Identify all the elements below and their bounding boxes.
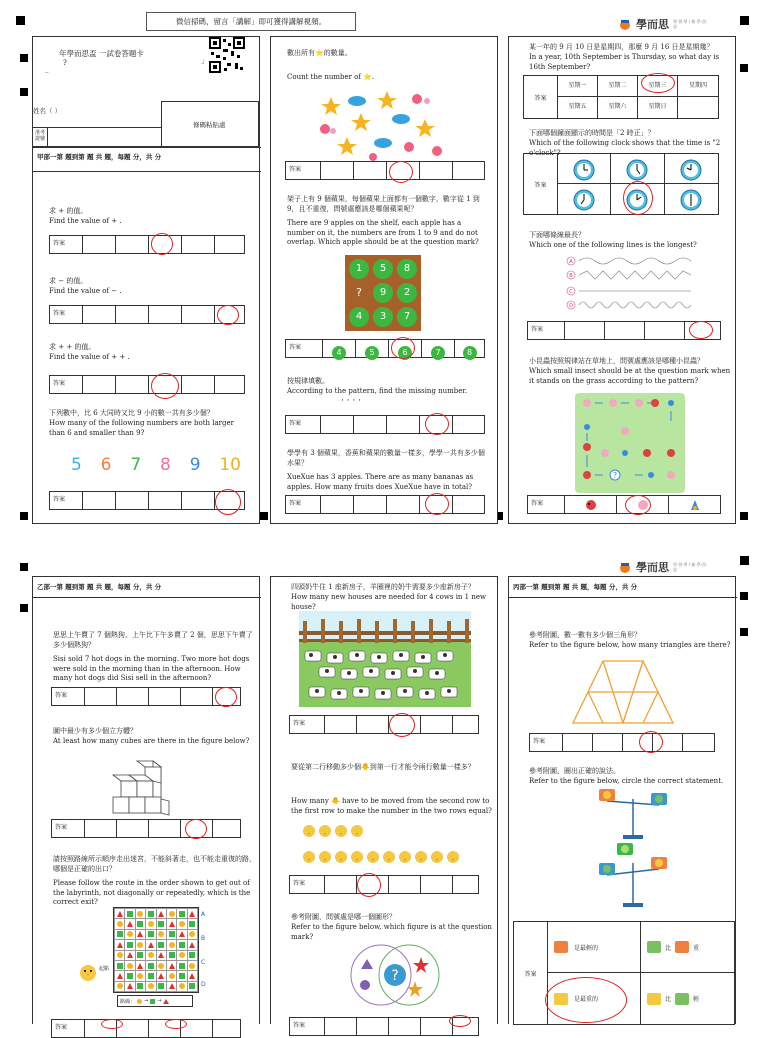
question-text: Find the value of + + .: [49, 353, 130, 361]
apple-cell: 2: [397, 283, 417, 303]
exam-id-label: 准考證號: [35, 130, 46, 142]
maze-cell: [157, 961, 166, 970]
maze-cell: [188, 940, 197, 949]
answer-label: 答案: [289, 344, 302, 351]
answer-circle: [449, 1015, 471, 1027]
weekday-option[interactable]: 星期四: [678, 76, 718, 97]
star-count-illustration: [317, 89, 447, 159]
answer-options[interactable]: [285, 339, 485, 358]
question-text: 求 + + 的值。: [49, 343, 96, 351]
maze-cell: [136, 909, 145, 918]
maze-cell: [115, 982, 124, 991]
question-text: There are 9 apples on the shelf, each apple has a number on it, the numbers are from 1 to 9 and do not overlap. Which apple should be at the question mark?: [287, 219, 479, 246]
question-text: Please follow the route in the order shown to get out of the labyrinth, not diagonally or repeatedly, which is the correct exit?: [53, 879, 251, 906]
apple-option[interactable]: 6: [398, 346, 412, 360]
answer-label: 答案: [293, 880, 306, 887]
apple-cell: 1: [349, 259, 369, 279]
section-header: 丙部一第 題到第 題 共 題，每題 分，共 分: [513, 583, 638, 591]
weekday-table[interactable]: [523, 75, 719, 119]
question-text: How many of the following numbers are both larger than 6 and smaller than 9?: [49, 419, 234, 437]
question-text: 思思上午賣了 7 個熱狗，上午比下午多賣了 2 個，思思下午賣了多少個熱狗？: [53, 631, 253, 649]
maze-cell: [157, 909, 166, 918]
maze-cell: [188, 982, 197, 991]
question-text: 求 − 的值。: [49, 277, 88, 285]
apple-option[interactable]: 7: [431, 346, 445, 360]
statement-option[interactable]: 是最重的: [548, 973, 641, 1024]
pattern-dots: · · · ·: [341, 396, 362, 406]
clock-icon[interactable]: [679, 187, 703, 211]
answer-label: 答案: [289, 166, 302, 173]
answer-label: 答案: [55, 824, 68, 831]
maze-cell: [125, 940, 134, 949]
maze-cell: [146, 971, 155, 980]
maze-cell: [125, 909, 134, 918]
answer-label: 答案: [293, 1022, 306, 1029]
question-text: 數出所有⭐的數量。: [287, 49, 352, 57]
bullet-marker: [740, 628, 748, 636]
maze-cell: [115, 951, 124, 960]
answer-box[interactable]: [51, 819, 241, 838]
maze-cell: [188, 961, 197, 970]
exit-b-label[interactable]: B: [201, 935, 206, 942]
bullet-marker: [20, 54, 28, 62]
answer-box[interactable]: [51, 1019, 241, 1038]
option-d-label: D: [569, 303, 573, 309]
brand-flame-icon: [618, 17, 632, 31]
labyrinth-grid: [113, 907, 199, 993]
question-text: 請按照路線所示順序走出迷宮，不能斜著走，也不能走重復的路，哪個是正確的出口？: [53, 855, 256, 873]
weekday-option[interactable]: 星期六: [598, 97, 638, 118]
corner-marker: [740, 556, 749, 565]
question-text: Which one of the following lines is the longest?: [529, 241, 697, 249]
answer-label: 答案: [53, 380, 66, 387]
bullet-marker: [20, 604, 28, 612]
clock-icon[interactable]: [679, 157, 703, 181]
answer-box[interactable]: [289, 715, 479, 734]
insect-pattern-figure: [575, 393, 685, 493]
maze-cell: [177, 919, 186, 928]
maze-cell: [115, 919, 124, 928]
statement-option[interactable]: 是最輕的: [548, 922, 641, 973]
maze-cell: [146, 930, 155, 939]
maze-cell: [188, 919, 197, 928]
maze-cell: [125, 961, 134, 970]
maze-cell: [167, 982, 176, 991]
option-a-label: A: [569, 259, 573, 265]
cows-illustration: [299, 611, 471, 707]
blue-insect-icon[interactable]: [689, 499, 701, 511]
answer-box[interactable]: [49, 305, 245, 324]
answer-circle: [639, 731, 663, 753]
maze-cell: [125, 919, 134, 928]
question-text: 要從第二行移動多少個🐥到第一行才能令兩行數量一樣多？: [291, 763, 475, 771]
bullet-marker: [20, 88, 28, 96]
answer-circle: [357, 873, 381, 897]
clock-table[interactable]: [523, 153, 719, 215]
question-text: 下面哪條線最長？: [529, 231, 585, 239]
answer-label: 答案: [289, 500, 302, 507]
apple-cell: 7: [397, 307, 417, 327]
answer-circle: [389, 713, 415, 737]
question-panel: [508, 36, 736, 524]
maze-cell: [125, 930, 134, 939]
maze-cell: [146, 951, 155, 960]
answer-label: 答案: [514, 922, 548, 1024]
answer-circle: [101, 1019, 123, 1029]
section-header: 甲部一第 題到第 題 共 題，每題 分，共 分: [37, 153, 162, 161]
question-text: 參考附圖，數一數有多少個三角形？: [529, 631, 641, 639]
maze-cell: [125, 982, 134, 991]
number-option: 10: [219, 455, 241, 475]
maze-cell: [115, 930, 124, 939]
maze-cell: [115, 971, 124, 980]
answer-circle: [689, 321, 713, 339]
answer-circle: [425, 493, 449, 515]
apple-cell: 4: [349, 307, 369, 327]
statement-option[interactable]: 比 輕: [641, 973, 734, 1024]
maze-cell: [136, 940, 145, 949]
answer-box[interactable]: [49, 375, 245, 394]
brand-logo: 學而思 學·習·學 / 新·學·西·思: [618, 14, 738, 34]
answer-circle: [389, 161, 413, 183]
question-text: XueXue has 3 apples. There are as many bananas as apples. How many fruits does XueXue have in total?: [287, 473, 474, 491]
chicks-illustration: [299, 823, 479, 869]
chick-icon: [77, 961, 99, 983]
option-b-label: B: [569, 273, 573, 279]
venn-figure: [345, 937, 445, 1011]
maze-cell: [167, 971, 176, 980]
apple-shelf: [345, 255, 421, 331]
maze-cell: [115, 961, 124, 970]
qr-code: [209, 37, 245, 73]
answer-circle: [165, 1019, 187, 1029]
answer-circle: [425, 413, 449, 435]
answer-label: 答案: [531, 500, 544, 507]
divider: [47, 127, 48, 147]
number-option: 9: [189, 455, 201, 475]
answer-box[interactable]: [529, 733, 715, 752]
divider: [33, 147, 261, 148]
maze-cell: [146, 919, 155, 928]
question-panel: [32, 576, 260, 1031]
notice-box: 微信掃碼，留言「講解」即可獲得講解視頻。: [146, 12, 356, 31]
question-text: 圖中最少有多少個立方體？: [53, 727, 137, 735]
clock-icon[interactable]: [572, 157, 596, 181]
clock-icon[interactable]: [572, 187, 596, 211]
bullet-marker: [20, 512, 28, 520]
maze-cell: [136, 930, 145, 939]
question-text: Count the number of ⭐.: [287, 73, 375, 81]
insect-question-mark: ?: [612, 471, 618, 480]
weekday-option[interactable]: 星期日: [638, 97, 678, 118]
clock-icon[interactable]: [625, 157, 649, 181]
answer-circle: [151, 373, 179, 399]
question-text: Which of the following clock shows that the time is "2 o'clock"?: [529, 139, 721, 157]
maze-cell: [167, 930, 176, 939]
question-text: 求 + 的值。: [49, 207, 88, 215]
maze-cell: [157, 951, 166, 960]
answer-label: 答案: [531, 326, 544, 333]
maze-cell: [146, 940, 155, 949]
apple-cell: 5: [373, 259, 393, 279]
maze-cell: [167, 961, 176, 970]
question-panel: [508, 576, 736, 1024]
question-text: 參考附圖，圈出正確的說法。: [529, 767, 620, 775]
answer-label: 答案: [53, 310, 66, 317]
question-text: 下列數中，比 6 大同時又比 9 小的數一共有多少個？: [49, 409, 214, 417]
dash-mark: 」: [201, 57, 208, 65]
question-text: How many new houses are needed for 4 cows in 1 new house?: [291, 593, 486, 611]
dash-mark: _: [45, 65, 49, 73]
answer-circle: [185, 819, 207, 839]
answer-options[interactable]: [527, 495, 721, 514]
maze-cell: [125, 971, 134, 980]
maze-cell: [167, 919, 176, 928]
question-text: At least how many cubes are there in the figure below?: [53, 737, 250, 745]
maze-cell: [157, 930, 166, 939]
maze-cell: [157, 919, 166, 928]
question-text: Refer to the figure below, which figure is at the question mark?: [291, 923, 492, 941]
answer-label: 答案: [524, 154, 558, 214]
exit-c-label[interactable]: C: [201, 959, 206, 966]
answer-label: 答案: [53, 496, 66, 503]
card-title: 年學而思盃 一試卷答題卡: [59, 49, 144, 58]
maze-cell: [167, 940, 176, 949]
answer-circle: [215, 489, 241, 515]
maze-cell: [136, 919, 145, 928]
maze-cell: [115, 940, 124, 949]
barcode-label: 條碼粘貼處: [193, 121, 226, 129]
exam-id-box: [33, 127, 161, 147]
bullet-marker: [260, 512, 268, 520]
weekday-option[interactable]: 星期三: [638, 76, 678, 97]
maze-cell: [125, 951, 134, 960]
number-option: 5: [71, 455, 82, 475]
maze-cell: [136, 971, 145, 980]
venn-question-mark: ?: [391, 968, 399, 984]
question-text: How many 🐥 have to be moved from the second row to the first row to make the number in the two rows equal?: [291, 797, 492, 815]
answer-label: 答案: [524, 76, 558, 118]
answer-label: 答案: [289, 420, 302, 427]
maze-cell: [146, 982, 155, 991]
maze-cell: [115, 909, 124, 918]
question-text: 下面哪個鐘面顯示的時間是「2 時正」？: [529, 129, 655, 137]
question-text: 學學有 3 個蘋果，香蕉和蘋果的數量一樣多，學學一共有多少個水果？: [287, 449, 485, 467]
apple-option[interactable]: 8: [463, 346, 477, 360]
dash-mark: ?: [63, 59, 67, 67]
exit-d-label[interactable]: D: [201, 981, 206, 988]
question-text: 某一年的 9 月 10 日是星期四，那麼 9 月 16 日是星期幾？: [529, 43, 714, 51]
answer-card-panel: [32, 36, 260, 524]
maze-cell: [157, 971, 166, 980]
option-c-label: C: [569, 289, 573, 295]
maze-cell: [177, 940, 186, 949]
maze-cell: [157, 982, 166, 991]
answer-circle: [545, 977, 627, 1023]
question-text: 架子上有 9 個蘋果，每個蘋果上面都有一個數字，數字從 1 到 9，且不重復，問號處應該是哪個蘋果呢？: [287, 195, 480, 213]
question-text: 四頭奶牛住 1 座新房子，羊圈裡的奶牛需要多少座新房子？: [291, 583, 475, 591]
weekday-option[interactable]: 星期一: [558, 76, 598, 97]
maze-cell: [136, 951, 145, 960]
answer-circle: [217, 305, 239, 325]
answer-label: 答案: [293, 720, 306, 727]
answer-box[interactable]: [285, 415, 485, 434]
weekday-option[interactable]: 星期五: [558, 97, 598, 118]
answer-circle: [391, 337, 415, 359]
maze-cell: [177, 909, 186, 918]
triangles-figure: [567, 657, 679, 727]
question-text: Refer to the figure below, how many triangles are there?: [529, 641, 731, 649]
maze-cell: [177, 971, 186, 980]
statement-option[interactable]: 比 重: [641, 922, 734, 973]
bullet-marker: [20, 563, 28, 571]
answer-box[interactable]: [285, 161, 485, 180]
name-field-label: 姓名（ ）: [33, 107, 62, 115]
maze-cell: [146, 961, 155, 970]
maze-start-label: 起點: [99, 966, 110, 972]
answer-circle: [215, 687, 237, 707]
lines-figure: [565, 253, 695, 313]
bullet-marker: [740, 512, 748, 520]
apple-cell: 9: [373, 283, 393, 303]
answer-circle: [623, 181, 653, 215]
answer-box[interactable]: [51, 687, 241, 706]
answer-box[interactable]: [285, 495, 485, 514]
answer-circle: [641, 73, 675, 93]
question-text: Refer to the figure below, circle the correct statement.: [529, 777, 724, 785]
divider: [33, 171, 261, 172]
maze-cell: [188, 971, 197, 980]
answer-label: 答案: [55, 692, 68, 699]
apple-option[interactable]: 5: [365, 346, 379, 360]
answer-circle: [151, 233, 173, 255]
question-panel: [270, 36, 498, 524]
maze-cell: [177, 930, 186, 939]
section-header: 乙部一第 題到第 題 共 題，每題 分，共 分: [37, 583, 162, 591]
answer-label: 答案: [533, 738, 546, 745]
corner-marker: [16, 16, 25, 25]
maze-cell: [177, 951, 186, 960]
bullet-marker: [740, 64, 748, 72]
question-text: 按規律填數。: [287, 377, 329, 385]
bullet-marker: [740, 592, 748, 600]
maze-cell: [146, 909, 155, 918]
number-option: 6: [100, 455, 112, 475]
apple-cell: 8: [397, 259, 417, 279]
brand-logo: 學而思 學·習·學 / 新·學·西·思: [618, 557, 738, 577]
maze-exits: [201, 911, 217, 991]
weekday-option[interactable]: 星期二: [598, 76, 638, 97]
answer-label: 答案: [55, 1024, 68, 1031]
maze-cell: [167, 909, 176, 918]
apple-option[interactable]: 4: [332, 346, 346, 360]
route-legend: 路線： → →: [117, 995, 193, 1007]
maze-cell: [177, 982, 186, 991]
number-option: 7: [130, 455, 142, 475]
question-text: Find the value of + .: [49, 217, 122, 225]
statement-table[interactable]: [513, 921, 735, 1025]
question-text: Which small insect should be at the question mark when it stands on the grass according to the pattern?: [529, 367, 731, 385]
question-text: Sisi sold 7 hot dogs in the morning. Two more hot dogs were sold in the morning than in the afternoon. How many hot dogs did Sisi sell in the afternoon?: [53, 655, 250, 682]
question-text: According to the pattern, find the missing number.: [287, 387, 468, 395]
answer-circle: [625, 495, 651, 515]
number-option: 8: [160, 455, 171, 475]
ladybug-icon[interactable]: [585, 499, 597, 511]
maze-cell: [188, 930, 197, 939]
maze-cell: [177, 961, 186, 970]
question-text: 小昆蟲按照規律站在草地上，問號處應該是哪種小昆蟲？: [529, 357, 704, 365]
apple-cell: 3: [373, 307, 393, 327]
question-mark-cell: ?: [356, 286, 362, 299]
balance-scales-figure: [583, 787, 683, 915]
maze-cell: [136, 982, 145, 991]
question-text: In a year, 10th September is Thursday, so what day is 16th September?: [529, 53, 720, 71]
maze-cell: [188, 951, 197, 960]
corner-marker: [740, 16, 749, 25]
question-text: 參考附圖，問號處是哪一個圖形？: [291, 913, 396, 921]
answer-label: 答案: [53, 240, 66, 247]
maze-cell: [167, 951, 176, 960]
maze-cell: [157, 940, 166, 949]
answer-box[interactable]: [289, 875, 479, 894]
answer-box[interactable]: [49, 235, 245, 254]
question-panel: [270, 576, 498, 1029]
maze-cell: [136, 961, 145, 970]
question-text: Find the value of − .: [49, 287, 122, 295]
brand-flame-icon: [618, 560, 632, 574]
cubes-figure: [109, 757, 185, 815]
divider: [33, 597, 261, 598]
divider: [509, 597, 737, 598]
maze-cell: [188, 909, 197, 918]
number-row: [71, 455, 241, 475]
exit-a-label[interactable]: A: [201, 911, 206, 918]
